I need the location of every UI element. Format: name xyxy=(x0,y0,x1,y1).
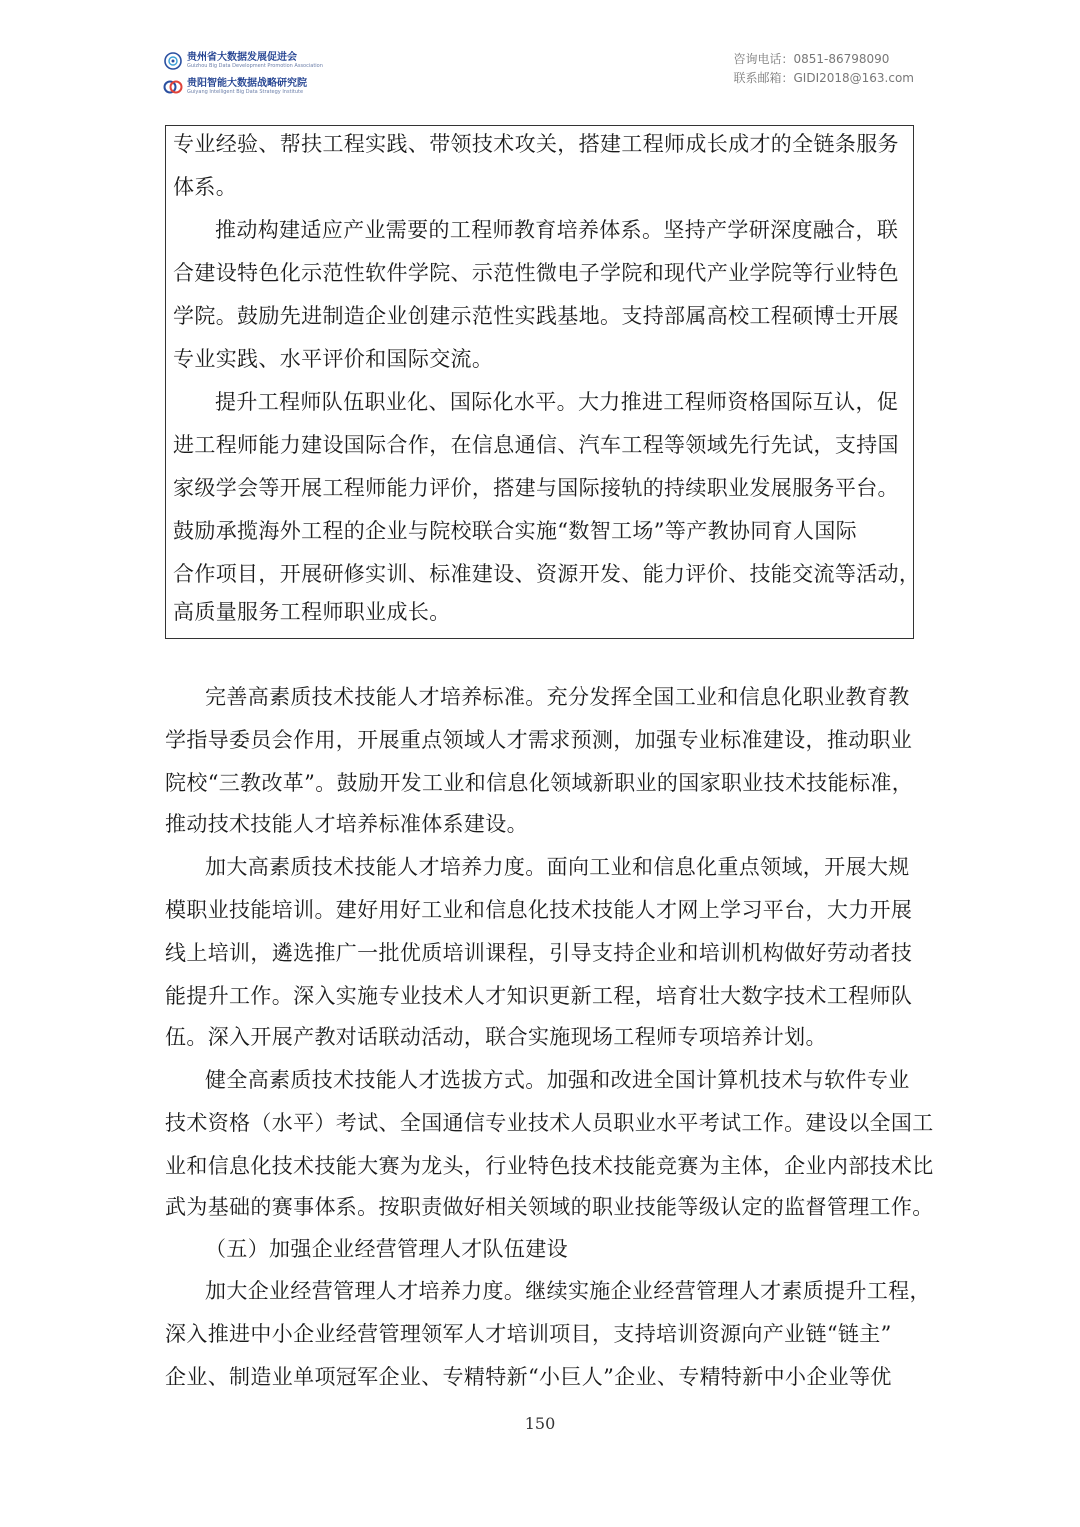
logo-group xyxy=(163,50,323,102)
body-line: 加大企业经营管理人才培养力度。继续实施企业经营管理人才素质提升工程， xyxy=(205,1279,931,1303)
body-line: 业和信息化技术技能大赛为龙头，行业特色技术技能竞赛为主体，企业内部技术比 xyxy=(165,1154,934,1178)
association-logo-icon xyxy=(163,52,183,70)
body-line: 学指导委员会作用，开展重点领域人才需求预测，加强专业标准建设，推动职业 xyxy=(165,728,913,752)
box-line: 合作项目，开展研修实训、标准建设、资源开发、能力评价、技能交流等活动， xyxy=(173,562,921,586)
body-line: 线上培训，遴选推广一批优质培训课程，引导支持企业和培训机构做好劳动者技 xyxy=(165,941,913,965)
contact-phone: 咨询电话：0851-86798090 xyxy=(733,52,890,66)
logo-institute xyxy=(163,76,323,98)
box-line: 推动构建适应产业需要的工程师教育培养体系。坚持产学研深度融合，联 xyxy=(215,218,899,242)
body-line: 健全高素质技术技能人才选拔方式。加强和改进全国计算机技术与软件专业 xyxy=(205,1068,910,1092)
box-line: 提升工程师队伍职业化、国际化水平。大力推进工程师资格国际互认，促 xyxy=(215,390,899,414)
body-line: 企业、制造业单项冠军企业、专精特新“小巨人”企业、专精特新中小企业等优 xyxy=(165,1365,892,1389)
body-line: 武为基础的赛事体系。按职责做好相关领域的职业技能等级认定的监督管理工作。 xyxy=(165,1195,934,1219)
box-line: 专业实践、水平评价和国际交流。 xyxy=(173,347,494,371)
body-line: 模职业技能培训。建好用好工业和信息化技术技能人才网上学习平台，大力开展 xyxy=(165,898,913,922)
body-line: 技术资格（水平）考试、全国通信专业技术人员职业水平考试工作。建设以全国工 xyxy=(165,1111,934,1135)
box-line: 合建设特色化示范性软件学院、示范性微电子学院和现代产业学院等行业特色 xyxy=(173,261,899,285)
contact-info xyxy=(733,50,914,88)
body-line: 深入推进中小企业经营管理领军人才培训项目，支持培训资源向产业链“链主” xyxy=(165,1322,892,1346)
box-line: 鼓励承揽海外工程的企业与院校联合实施“数智工场”等产教协同育人国际 xyxy=(173,519,858,543)
page-header xyxy=(0,0,1080,110)
association-name-en: Guizhou Big Data Development Promotion Association xyxy=(187,63,323,69)
institute-name: 贵阳智能大数据战略研究院 xyxy=(187,78,307,89)
institute-name-en: Guiyang Intelligent Big Data Strategy Institute xyxy=(187,89,304,95)
box-line: 家级学会等开展工程师能力评价，搭建与国际接轨的持续职业发展服务平台。 xyxy=(173,476,899,500)
institute-logo-icon xyxy=(163,78,183,96)
logo-association xyxy=(163,50,323,72)
box-line: 进工程师能力建设国际合作，在信息通信、汽车工程等领域先行先试，支持国 xyxy=(173,433,899,457)
body-line: 伍。深入开展产教对话联动活动，联合实施现场工程师专项培养计划。 xyxy=(165,1025,827,1049)
section-heading: （五）加强企业经营管理人才队伍建设 xyxy=(205,1237,568,1261)
body-line: 加大高素质技术技能人才培养力度。面向工业和信息化重点领域，开展大规 xyxy=(205,855,910,879)
page-number: 150 xyxy=(524,1414,556,1433)
box-line: 专业经验、帮扶工程实践、带领技术攻关，搭建工程师成长成才的全链条服务 xyxy=(173,132,899,156)
association-name: 贵州省大数据发展促进会 xyxy=(187,52,297,63)
body-line: 院校“三教改革”。鼓励开发工业和信息化领域新职业的国家职业技术技能标准， xyxy=(165,771,914,795)
body-line: 能提升工作。深入实施专业技术人才知识更新工程，培育壮大数字技术工程师队 xyxy=(165,984,913,1008)
contact-email: 联系邮箱：GIDI2018@163.com xyxy=(733,71,914,85)
body-line: 完善高素质技术技能人才培养标准。充分发挥全国工业和信息化职业教育教 xyxy=(205,685,910,709)
body-line: 推动技术技能人才培养标准体系建设。 xyxy=(165,812,528,836)
box-line: 学院。鼓励先进制造企业创建示范性实践基地。支持部属高校工程硕博士开展 xyxy=(173,304,899,328)
box-line: 体系。 xyxy=(173,175,238,199)
box-line: 高质量服务工程师职业成长。 xyxy=(173,600,451,624)
